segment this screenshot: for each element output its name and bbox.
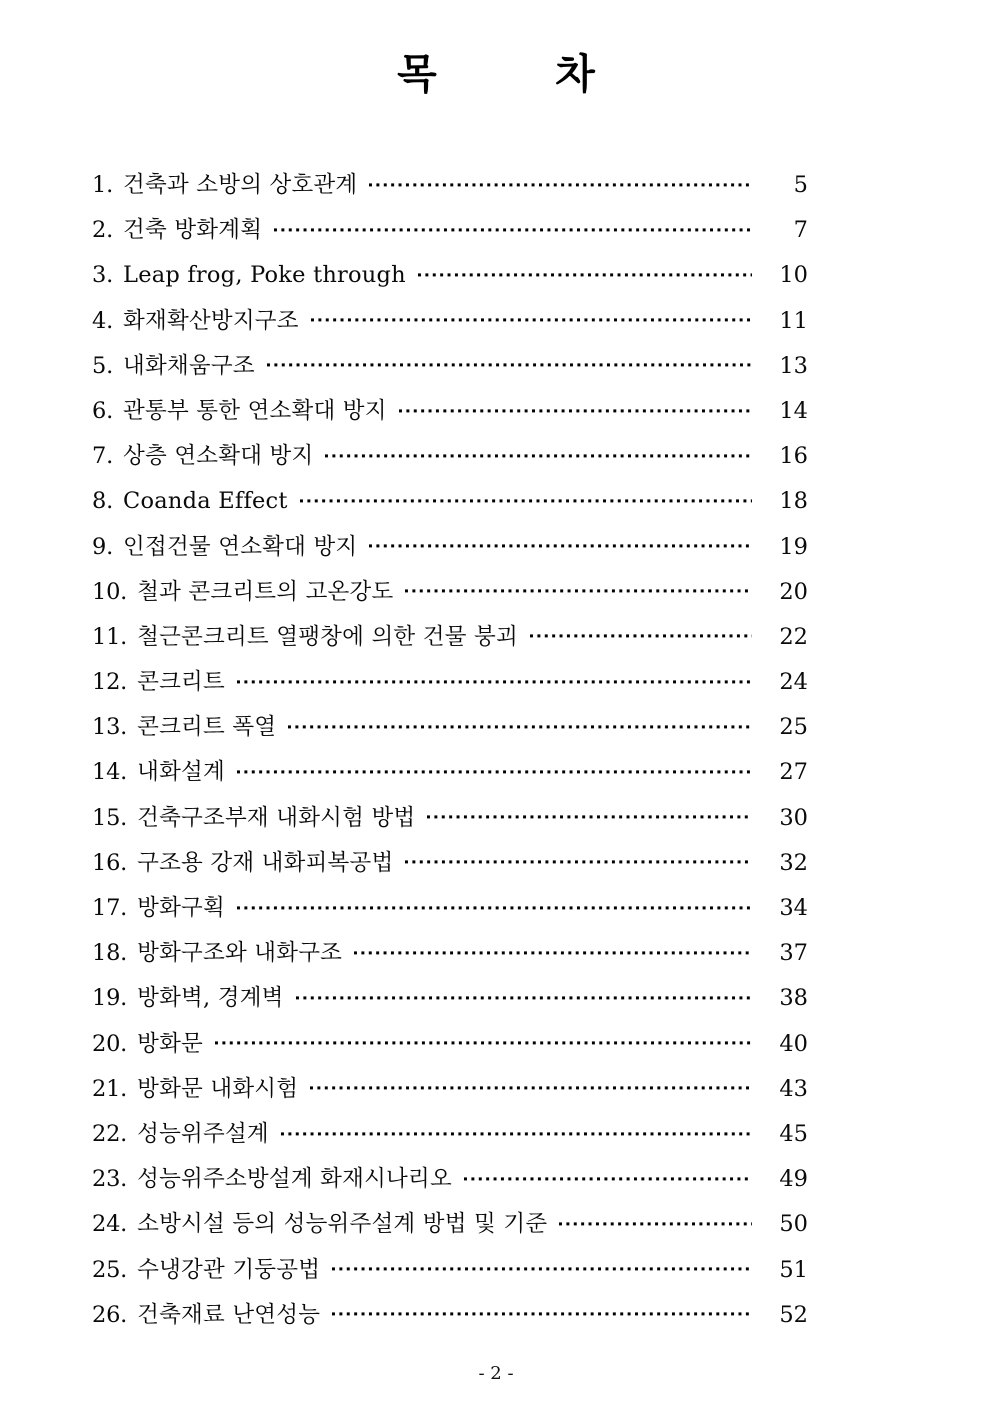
toc-entry-title: 콘크리트 — [137, 669, 225, 696]
toc-entry-title: Coanda Effect — [123, 488, 288, 515]
toc-entry-title: 방화벽, 경계벽 — [137, 985, 284, 1012]
toc-entry[interactable] — [92, 1067, 808, 1112]
toc-entry-number: 15. — [92, 804, 128, 831]
toc-entry-number: 4. — [92, 307, 114, 334]
toc-entry-title: 철과 콘크리트의 고온강도 — [137, 578, 394, 605]
toc-entry-page-number: 43 — [779, 1075, 808, 1102]
toc-entry-number: 18. — [92, 940, 128, 967]
toc-entry[interactable] — [92, 1022, 808, 1067]
toc-entry-number: 21. — [92, 1075, 128, 1102]
toc-dot-leader — [237, 761, 752, 784]
toc-entry-page-number: 37 — [779, 940, 808, 967]
toc-dot-leader — [274, 219, 752, 242]
toc-entry-page-number: 24 — [779, 669, 808, 696]
toc-entry[interactable] — [92, 253, 808, 298]
toc-dot-leader — [215, 1032, 752, 1055]
toc-entry-number: 2. — [92, 217, 114, 244]
toc-dot-leader — [300, 490, 752, 513]
toc-entry[interactable] — [92, 660, 808, 705]
toc-entry-page-number: 30 — [779, 804, 808, 831]
toc-dot-leader — [354, 942, 752, 965]
toc-entry-title: 관통부 통한 연소확대 방지 — [123, 397, 387, 424]
toc-entry-page-number: 38 — [779, 985, 808, 1012]
toc-entry-number: 1. — [92, 172, 114, 198]
toc-entry[interactable] — [92, 570, 808, 615]
toc-entry-number: 25. — [92, 1256, 128, 1283]
toc-entry-number: 20. — [92, 1030, 128, 1057]
toc-dot-leader — [281, 1122, 752, 1145]
toc-entry-number: 11. — [92, 623, 128, 650]
toc-dot-leader — [405, 851, 752, 874]
toc-entry-number: 22. — [92, 1120, 128, 1147]
page-number-footer: - 2 - — [478, 1363, 514, 1384]
toc-dot-leader — [332, 1303, 752, 1326]
toc-entry-page-number: 14 — [779, 397, 808, 424]
toc-entry-number: 7. — [92, 443, 114, 470]
toc-entry[interactable] — [92, 1248, 808, 1293]
toc-dot-leader — [267, 354, 752, 377]
toc-entry-number: 3. — [92, 262, 114, 289]
toc-entry-page-number: 52 — [779, 1301, 808, 1328]
toc-entry-title: 화재확산방지구조 — [123, 307, 299, 334]
toc-dot-leader — [418, 264, 752, 287]
toc-dot-leader — [399, 399, 752, 422]
toc-entry[interactable] — [92, 479, 808, 524]
toc-entry-page-number: 22 — [779, 623, 808, 650]
toc-dot-leader — [369, 535, 752, 558]
toc-entry-number: 10. — [92, 578, 128, 605]
toc-dot-leader — [310, 1077, 752, 1100]
toc-entry[interactable] — [92, 841, 808, 886]
toc-entry[interactable] — [92, 615, 808, 660]
toc-dot-leader — [237, 670, 752, 693]
toc-dot-leader — [325, 444, 752, 467]
page-title: 목 차 — [397, 50, 608, 98]
toc-entry-page-number: 10 — [779, 262, 808, 289]
toc-entry-page-number: 50 — [779, 1211, 808, 1238]
toc-entry-number: 13. — [92, 714, 128, 741]
toc-entry-page-number: 11 — [779, 307, 808, 334]
toc-entry-page-number: 51 — [779, 1256, 808, 1283]
toc-entry[interactable] — [92, 344, 808, 389]
toc-entry-title: 방화구조와 내화구조 — [137, 940, 343, 967]
toc-entry-title: 방화구획 — [137, 895, 225, 921]
toc-entry[interactable] — [92, 1112, 808, 1157]
toc-entry-number: 5. — [92, 352, 114, 379]
toc-entry-number: 14. — [92, 759, 128, 786]
toc-entry-number: 12. — [92, 669, 128, 696]
toc-entry-page-number: 40 — [779, 1030, 808, 1057]
toc-entry-page-number: 13 — [779, 352, 808, 379]
toc-entry-page-number: 16 — [779, 443, 808, 470]
toc-entry-title: 건축구조부재 내화시험 방법 — [137, 804, 416, 831]
toc-entry-title: 건축 방화계획 — [123, 217, 263, 244]
toc-entry[interactable] — [92, 931, 808, 976]
toc-entry-title: 방화문 — [137, 1030, 203, 1057]
toc-dot-leader — [530, 625, 752, 648]
toc-entry-page-number: 49 — [779, 1166, 808, 1193]
toc-entry-page-number: 34 — [779, 895, 808, 921]
toc-entry[interactable] — [92, 1293, 808, 1338]
toc-entry-title: 철근콘크리트 열팽창에 의한 건물 붕괴 — [137, 623, 518, 650]
toc-entry-title: 성능위주소방설계 화재시나리오 — [137, 1166, 452, 1193]
toc-entry-title: 구조용 강재 내화피복공법 — [137, 849, 394, 876]
toc-dot-leader — [296, 987, 752, 1010]
toc-entry-title: 내화설계 — [137, 759, 225, 786]
toc-entry-page-number: 45 — [779, 1120, 808, 1147]
toc-dot-leader — [237, 896, 752, 919]
toc-entry-page-number: 32 — [779, 849, 808, 876]
toc-entry-title: 건축재료 난연성능 — [137, 1301, 321, 1328]
toc-entry[interactable] — [92, 750, 808, 795]
toc-entry-page-number: 25 — [779, 714, 808, 741]
toc-entry-number: 23. — [92, 1166, 128, 1193]
toc-dot-leader — [369, 173, 752, 196]
toc-entry[interactable] — [92, 434, 808, 479]
toc-entry[interactable] — [92, 705, 808, 750]
toc-entry[interactable] — [92, 163, 808, 208]
toc-dot-leader — [332, 1258, 752, 1281]
toc-entry-page-number: 19 — [779, 533, 808, 560]
toc-entry-page-number: 7 — [793, 217, 808, 244]
toc-entry-number: 19. — [92, 985, 128, 1012]
toc-entry-title: 내화채움구조 — [123, 352, 255, 379]
toc-entry-title: 방화문 내화시험 — [137, 1075, 299, 1102]
toc-entry-number: 8. — [92, 488, 114, 515]
toc-entry-number: 6. — [92, 397, 114, 424]
toc-entry[interactable] — [92, 1202, 808, 1247]
toc-entry[interactable] — [92, 886, 808, 931]
table-of-contents-list — [92, 163, 808, 1338]
toc-entry[interactable] — [92, 796, 808, 841]
toc-dot-leader — [559, 1213, 752, 1236]
toc-entry[interactable] — [92, 976, 808, 1021]
toc-entry-title: 건축과 소방의 상호관계 — [123, 172, 358, 198]
toc-entry-page-number: 27 — [779, 759, 808, 786]
toc-entry-title: 콘크리트 폭열 — [137, 714, 277, 741]
toc-entry[interactable] — [92, 525, 808, 570]
toc-entry[interactable] — [92, 299, 808, 344]
toc-entry-title: 성능위주설계 — [137, 1120, 269, 1147]
toc-entry-page-number: 18 — [779, 488, 808, 515]
toc-entry[interactable] — [92, 1157, 808, 1202]
toc-entry-page-number: 5 — [793, 172, 808, 198]
toc-entry[interactable] — [92, 208, 808, 253]
toc-entry-title: 상층 연소확대 방지 — [123, 443, 314, 470]
toc-entry-title: 인접건물 연소확대 방지 — [123, 533, 358, 560]
toc-entry[interactable] — [92, 389, 808, 434]
toc-dot-leader — [311, 309, 752, 332]
toc-dot-leader — [427, 806, 752, 829]
toc-entry-title: 소방시설 등의 성능위주설계 방법 및 기준 — [137, 1211, 548, 1238]
toc-entry-number: 24. — [92, 1211, 128, 1238]
toc-dot-leader — [288, 716, 752, 739]
toc-entry-title: 수냉강관 기둥공법 — [137, 1256, 321, 1283]
toc-entry-number: 26. — [92, 1301, 128, 1328]
toc-entry-title: Leap frog, Poke through — [123, 262, 406, 289]
toc-entry-number: 9. — [92, 533, 114, 560]
toc-dot-leader — [464, 1167, 752, 1190]
toc-entry-number: 17. — [92, 895, 128, 921]
toc-entry-number: 16. — [92, 849, 128, 876]
toc-entry-page-number: 20 — [779, 578, 808, 605]
toc-dot-leader — [405, 580, 752, 603]
